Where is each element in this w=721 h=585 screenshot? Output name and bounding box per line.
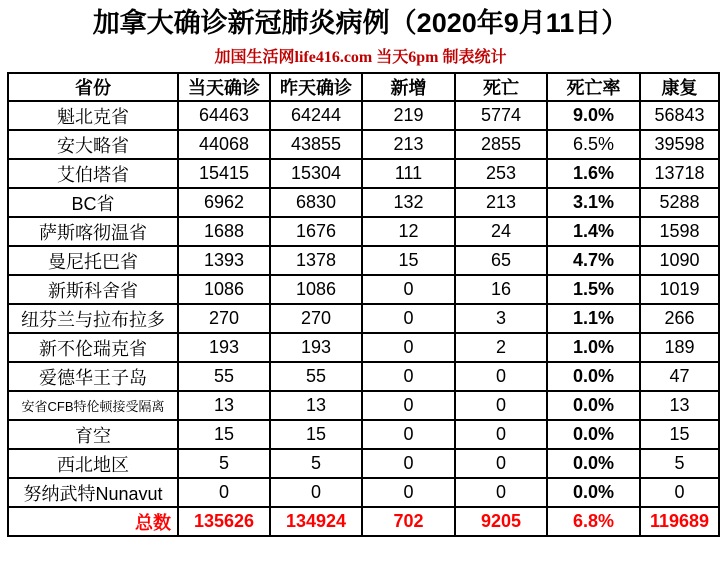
- table-row: [8, 159, 719, 188]
- recovered-cell: 1019: [640, 275, 719, 304]
- province-cell: 曼尼托巴省: [8, 246, 178, 275]
- today-cell: 64463: [178, 101, 270, 130]
- today-cell: 270: [178, 304, 270, 333]
- table-header-row: [8, 73, 719, 101]
- yesterday-cell: 0: [270, 478, 362, 507]
- death-rate-cell: 1.5%: [547, 275, 640, 304]
- recovered-cell: 47: [640, 362, 719, 391]
- deaths-cell: 0: [455, 391, 547, 420]
- deaths-total: 9205: [455, 507, 547, 536]
- deaths-cell: 2855: [455, 130, 547, 159]
- new-cases-cell: 0: [362, 362, 455, 391]
- yesterday-cell: 270: [270, 304, 362, 333]
- death-rate-cell: 1.4%: [547, 217, 640, 246]
- death-rate-cell: 1.6%: [547, 159, 640, 188]
- death-rate-cell: 6.5%: [547, 130, 640, 159]
- table-row: [8, 449, 719, 478]
- death-rate-total: 6.8%: [547, 507, 640, 536]
- recovered-cell: 1090: [640, 246, 719, 275]
- total-label: 总数: [8, 507, 178, 536]
- column-header: 当天确诊: [178, 73, 270, 101]
- deaths-cell: 253: [455, 159, 547, 188]
- today-cell: 1086: [178, 275, 270, 304]
- subtitle: 加国生活网life416.com 当天6pm 制表统计: [214, 49, 507, 66]
- deaths-cell: 0: [455, 362, 547, 391]
- new-cases-cell: 0: [362, 449, 455, 478]
- yesterday-cell: 193: [270, 333, 362, 362]
- table-row: [8, 333, 719, 362]
- table-row: [8, 478, 719, 507]
- new-cases-cell: 0: [362, 391, 455, 420]
- deaths-cell: 24: [455, 217, 547, 246]
- new-cases-cell: 0: [362, 333, 455, 362]
- new-cases-cell: 15: [362, 246, 455, 275]
- death-rate-cell: 0.0%: [547, 449, 640, 478]
- column-header: 新增: [362, 73, 455, 101]
- today-cell: 6962: [178, 188, 270, 217]
- table-row: [8, 188, 719, 217]
- province-cell: 萨斯喀彻温省: [8, 217, 178, 246]
- table-row: [8, 304, 719, 333]
- table-row: [8, 362, 719, 391]
- recovered-cell: 1598: [640, 217, 719, 246]
- recovered-cell: 15: [640, 420, 719, 449]
- new-cases-total: 702: [362, 507, 455, 536]
- yesterday-cell: 43855: [270, 130, 362, 159]
- deaths-cell: 213: [455, 188, 547, 217]
- recovered-cell: 56843: [640, 101, 719, 130]
- province-cell: 新斯科舍省: [8, 275, 178, 304]
- today-cell: 5: [178, 449, 270, 478]
- today-cell: 1688: [178, 217, 270, 246]
- deaths-cell: 2: [455, 333, 547, 362]
- new-cases-cell: 132: [362, 188, 455, 217]
- death-rate-cell: 3.1%: [547, 188, 640, 217]
- page-title: 加拿大确诊新冠肺炎病例（2020年9月11日）: [92, 8, 629, 38]
- new-cases-cell: 219: [362, 101, 455, 130]
- new-cases-cell: 12: [362, 217, 455, 246]
- yesterday-cell: 6830: [270, 188, 362, 217]
- today-cell: 15415: [178, 159, 270, 188]
- column-header: 死亡: [455, 73, 547, 101]
- today-cell: 44068: [178, 130, 270, 159]
- new-cases-cell: 0: [362, 304, 455, 333]
- today-total: 135626: [178, 507, 270, 536]
- province-cell: 安省CFB特伦顿接受隔离: [8, 391, 178, 420]
- province-cell: 育空: [8, 420, 178, 449]
- recovered-cell: 0: [640, 478, 719, 507]
- death-rate-cell: 0.0%: [547, 391, 640, 420]
- province-cell: BC省: [8, 188, 178, 217]
- death-rate-cell: 1.1%: [547, 304, 640, 333]
- province-cell: 努纳武特Nunavut: [8, 478, 178, 507]
- column-header: 昨天确诊: [270, 73, 362, 101]
- yesterday-total: 134924: [270, 507, 362, 536]
- province-cell: 纽芬兰与拉布拉多: [8, 304, 178, 333]
- table-row: [8, 130, 719, 159]
- column-header: 康复: [640, 73, 719, 101]
- today-cell: 0: [178, 478, 270, 507]
- today-cell: 193: [178, 333, 270, 362]
- death-rate-cell: 0.0%: [547, 420, 640, 449]
- today-cell: 55: [178, 362, 270, 391]
- deaths-cell: 0: [455, 420, 547, 449]
- death-rate-cell: 0.0%: [547, 478, 640, 507]
- new-cases-cell: 111: [362, 159, 455, 188]
- new-cases-cell: 213: [362, 130, 455, 159]
- yesterday-cell: 5: [270, 449, 362, 478]
- yesterday-cell: 64244: [270, 101, 362, 130]
- province-cell: 安大略省: [8, 130, 178, 159]
- table-row: [8, 275, 719, 304]
- recovered-cell: 13718: [640, 159, 719, 188]
- table-row: [8, 101, 719, 130]
- table-row: [8, 391, 719, 420]
- new-cases-cell: 0: [362, 478, 455, 507]
- death-rate-cell: 1.0%: [547, 333, 640, 362]
- deaths-cell: 3: [455, 304, 547, 333]
- yesterday-cell: 1086: [270, 275, 362, 304]
- today-cell: 13: [178, 391, 270, 420]
- province-cell: 新不伦瑞克省: [8, 333, 178, 362]
- recovered-cell: 266: [640, 304, 719, 333]
- province-cell: 爱德华王子岛: [8, 362, 178, 391]
- today-cell: 15: [178, 420, 270, 449]
- covid-stats-table: [7, 72, 720, 537]
- total-row: [8, 507, 719, 536]
- death-rate-cell: 4.7%: [547, 246, 640, 275]
- recovered-cell: 39598: [640, 130, 719, 159]
- deaths-cell: 5774: [455, 101, 547, 130]
- yesterday-cell: 1378: [270, 246, 362, 275]
- recovered-cell: 189: [640, 333, 719, 362]
- yesterday-cell: 13: [270, 391, 362, 420]
- yesterday-cell: 55: [270, 362, 362, 391]
- table-row: [8, 217, 719, 246]
- recovered-total: 119689: [640, 507, 719, 536]
- deaths-cell: 0: [455, 478, 547, 507]
- recovered-cell: 5: [640, 449, 719, 478]
- column-header: 省份: [8, 73, 178, 101]
- province-cell: 魁北克省: [8, 101, 178, 130]
- new-cases-cell: 0: [362, 420, 455, 449]
- yesterday-cell: 15304: [270, 159, 362, 188]
- death-rate-cell: 9.0%: [547, 101, 640, 130]
- death-rate-cell: 0.0%: [547, 362, 640, 391]
- today-cell: 1393: [178, 246, 270, 275]
- table-row: [8, 246, 719, 275]
- recovered-cell: 5288: [640, 188, 719, 217]
- column-header: 死亡率: [547, 73, 640, 101]
- yesterday-cell: 1676: [270, 217, 362, 246]
- deaths-cell: 65: [455, 246, 547, 275]
- recovered-cell: 13: [640, 391, 719, 420]
- deaths-cell: 0: [455, 449, 547, 478]
- yesterday-cell: 15: [270, 420, 362, 449]
- province-cell: 西北地区: [8, 449, 178, 478]
- deaths-cell: 16: [455, 275, 547, 304]
- table-row: [8, 420, 719, 449]
- new-cases-cell: 0: [362, 275, 455, 304]
- province-cell: 艾伯塔省: [8, 159, 178, 188]
